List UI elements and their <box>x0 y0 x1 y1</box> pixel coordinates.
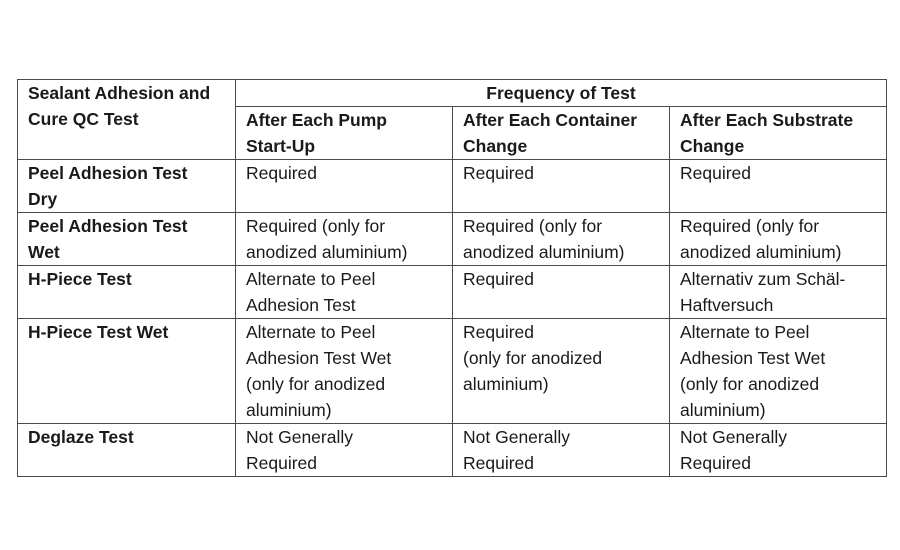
column-header-line: Start-Up <box>246 136 316 156</box>
header-row <box>18 80 887 107</box>
cell-line: Alternate to Peel <box>246 269 376 289</box>
qc-frequency-table <box>17 79 887 477</box>
cell-line: Required <box>246 163 318 183</box>
cell-line: Required (only for <box>246 216 386 236</box>
row-test-name <box>18 160 236 213</box>
cell-line: Alternativ zum Schäl- <box>680 269 846 289</box>
row-test-line: Peel Adhesion Test <box>28 163 188 183</box>
column-header-line: After Each Substrate <box>680 110 854 130</box>
cell-line: Required <box>463 453 535 473</box>
cell-line: Not Generally <box>680 427 787 447</box>
row-test-line: Deglaze Test <box>28 427 134 447</box>
column-header-container <box>453 107 670 160</box>
cell-line: anodized aluminium) <box>680 242 842 262</box>
cell-line: Required (only for <box>463 216 603 236</box>
cell-line: aluminium) <box>246 400 332 420</box>
row-test-name <box>18 266 236 319</box>
cell-line: anodized aluminium) <box>246 242 408 262</box>
cell-line: Required <box>246 453 318 473</box>
row-test-name <box>18 319 236 424</box>
table-cell <box>670 266 887 319</box>
cell-line: Alternate to Peel <box>246 322 376 342</box>
column-header-pump <box>236 107 453 160</box>
table-cell <box>453 266 670 319</box>
table-cell <box>453 213 670 266</box>
cell-line: (only for anodized <box>246 374 386 394</box>
table-cell <box>670 319 887 424</box>
cell-line: Required <box>680 453 752 473</box>
cell-line: aluminium) <box>463 374 549 394</box>
row-test-line: Wet <box>28 242 60 262</box>
column-header-substrate <box>670 107 887 160</box>
table-cell <box>236 266 453 319</box>
table-cell <box>236 424 453 477</box>
table-row <box>18 424 887 477</box>
corner-header-cell <box>18 80 236 160</box>
cell-line: Not Generally <box>246 427 353 447</box>
column-header-line: Change <box>680 136 745 156</box>
table-cell <box>670 424 887 477</box>
table-cell <box>670 213 887 266</box>
row-test-line: Dry <box>28 189 58 209</box>
column-header-line: After Each Container <box>463 110 638 130</box>
corner-header-line: Cure QC Test <box>28 109 139 129</box>
table-cell <box>670 160 887 213</box>
cell-line: Required <box>463 269 535 289</box>
row-test-name <box>18 213 236 266</box>
cell-line: Required <box>680 163 752 183</box>
table-cell <box>236 319 453 424</box>
cell-line: Required <box>463 163 535 183</box>
table-row <box>18 319 887 424</box>
row-test-line: Peel Adhesion Test <box>28 216 188 236</box>
column-header-line: After Each Pump <box>246 110 387 130</box>
row-test-line: H-Piece Test <box>28 269 132 289</box>
cell-line: Adhesion Test <box>246 295 356 315</box>
row-test-line: H-Piece Test Wet <box>28 322 169 342</box>
corner-header-line: Sealant Adhesion and <box>28 83 211 103</box>
column-header-line: Change <box>463 136 528 156</box>
cell-line: anodized aluminium) <box>463 242 625 262</box>
table-cell <box>453 424 670 477</box>
cell-line: Haftversuch <box>680 295 774 315</box>
cell-line: Adhesion Test Wet <box>680 348 826 368</box>
cell-line: Required (only for <box>680 216 820 236</box>
cell-line: Not Generally <box>463 427 570 447</box>
table-cell <box>453 160 670 213</box>
row-test-name <box>18 424 236 477</box>
table-row <box>18 160 887 213</box>
table-cell <box>453 319 670 424</box>
cell-line: Required <box>463 322 535 342</box>
table-cell <box>236 213 453 266</box>
cell-line: (only for anodized <box>463 348 603 368</box>
table-cell <box>236 160 453 213</box>
group-header-cell: Frequency of Test <box>236 80 887 107</box>
cell-line: (only for anodized <box>680 374 820 394</box>
cell-line: aluminium) <box>680 400 766 420</box>
table-row <box>18 213 887 266</box>
cell-line: Alternate to Peel <box>680 322 810 342</box>
table-row <box>18 266 887 319</box>
cell-line: Adhesion Test Wet <box>246 348 392 368</box>
